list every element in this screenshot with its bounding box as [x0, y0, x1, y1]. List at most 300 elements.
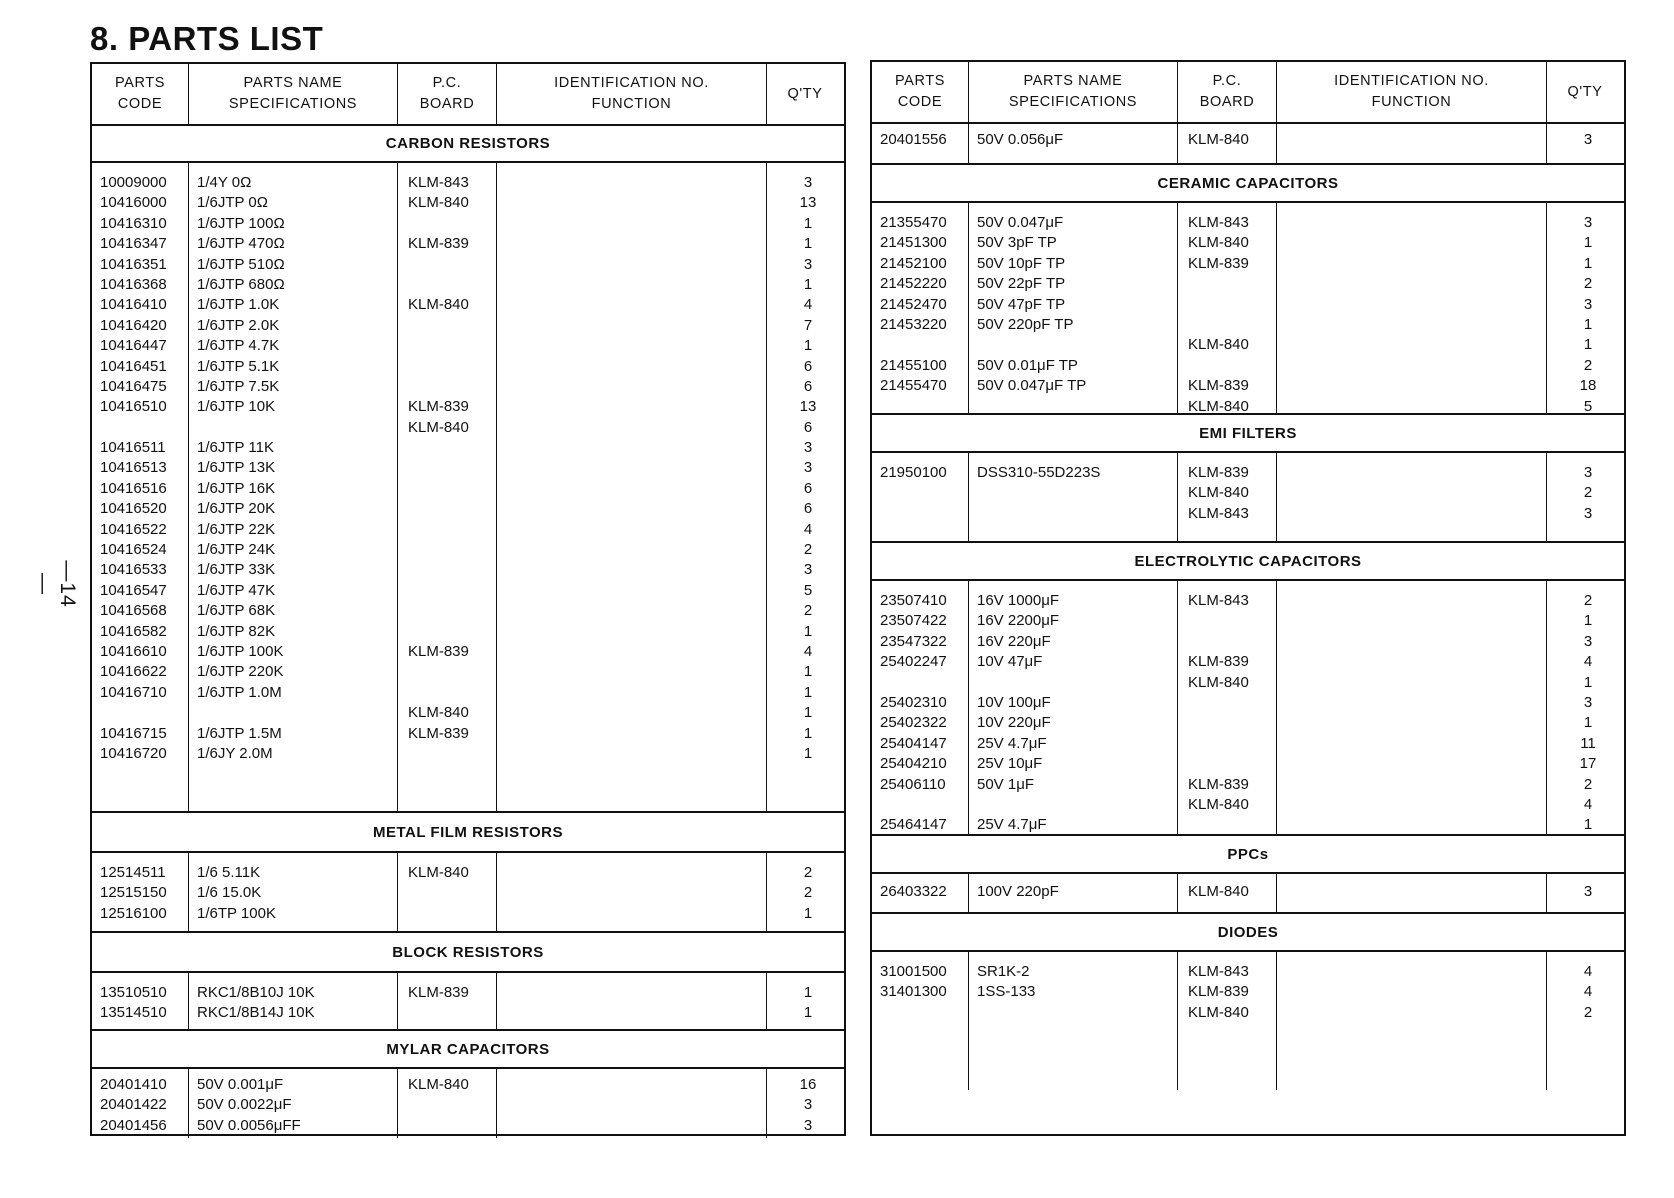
- cell-board: KLM-843: [1188, 592, 1249, 609]
- cell-qty: 1: [1583, 714, 1593, 732]
- cell-board: [398, 683, 496, 703]
- header-parts-name: [189, 64, 398, 124]
- cell-code: 25404147: [880, 734, 947, 752]
- column-code: [872, 581, 969, 834]
- cell-code: [872, 483, 968, 503]
- cell-name: DSS310-55D223S: [977, 464, 1101, 481]
- cell-qty: 1: [803, 337, 813, 355]
- column-code: [872, 952, 969, 1090]
- cell-board: [398, 560, 496, 580]
- cell-board: [1178, 632, 1276, 652]
- cell-board: [398, 744, 496, 764]
- cell-name: 1/6JTP 47K: [197, 581, 276, 599]
- cell-code: 10416310: [100, 214, 167, 232]
- header-label: CODE: [117, 96, 163, 112]
- cell-board: KLM-840: [408, 1076, 469, 1093]
- cell-code: 10416622: [100, 663, 167, 681]
- cell-qty: 3: [1583, 632, 1593, 650]
- cell-qty: 1: [803, 1004, 813, 1022]
- cell-board: [398, 255, 496, 275]
- column-board: [1178, 203, 1277, 413]
- column-name: [969, 874, 1178, 912]
- cell-code: 25404210: [880, 755, 947, 773]
- cell-board: KLM-843: [408, 174, 469, 191]
- cell-board: [398, 904, 496, 924]
- right-parts-table: [870, 60, 1626, 1136]
- cell-name: 1/6JTP 4.7K: [197, 337, 280, 355]
- cell-board: [398, 275, 496, 295]
- cell-board: [1178, 713, 1276, 733]
- header-label: FUNCTION: [591, 96, 672, 112]
- cell-board: KLM-843: [1188, 963, 1249, 980]
- cell-code: 12516100: [100, 904, 167, 922]
- cell-board: KLM-840: [1188, 336, 1249, 354]
- column-func: [497, 973, 767, 1029]
- cell-board: KLM-843: [1188, 504, 1249, 522]
- cell-name: 25V 4.7μF: [977, 734, 1047, 752]
- cell-name: 1/6JTP 22K: [197, 520, 276, 538]
- column-qty: [767, 1069, 843, 1138]
- cell-code: [872, 795, 968, 815]
- column-board: [1178, 952, 1277, 1090]
- section-body: [872, 581, 1624, 836]
- cell-name: 1/6 5.11K: [197, 864, 261, 881]
- column-code: [92, 163, 189, 811]
- cell-qty: 6: [803, 479, 813, 497]
- cell-code: 21455100: [880, 356, 947, 374]
- cell-qty: 2: [803, 602, 813, 620]
- column-board: [398, 1069, 497, 1138]
- cell-board: [398, 1095, 496, 1115]
- header-qty: [1547, 62, 1623, 122]
- section-body: [872, 453, 1624, 543]
- cell-board: KLM-840: [408, 194, 469, 212]
- cell-name: 1/6JTP 5.1K: [197, 357, 280, 375]
- cell-board: [398, 520, 496, 540]
- cell-code: 10416710: [100, 683, 167, 701]
- section-body: [872, 203, 1624, 415]
- cell-name: 1/6JTP 1.0M: [197, 683, 282, 701]
- column-name: [969, 581, 1178, 834]
- cell-qty: 1: [1583, 336, 1593, 354]
- header-parts-code: [92, 64, 189, 124]
- cell-qty: 1: [1583, 612, 1593, 630]
- cell-name: 50V 0.001μF: [197, 1076, 284, 1093]
- column-func: [1277, 952, 1547, 1090]
- cell-code: 10416516: [100, 479, 167, 497]
- cell-qty: 2: [1583, 592, 1593, 609]
- column-qty: [1547, 453, 1623, 541]
- cell-qty: 3: [1583, 464, 1593, 481]
- cell-board: [1178, 315, 1276, 335]
- cell-qty: 1: [803, 683, 813, 701]
- cell-name: 1/6 15.0K: [197, 884, 262, 902]
- cell-qty: 2: [803, 541, 813, 559]
- cell-name: 1/6JTP 470Ω: [197, 235, 285, 253]
- cell-board: [1178, 611, 1276, 631]
- column-board: [1178, 453, 1277, 541]
- cell-board: KLM-839: [1188, 254, 1249, 272]
- cell-qty: 17: [1579, 755, 1597, 773]
- cell-code: 13514510: [100, 1004, 167, 1022]
- cell-board: KLM-840: [1188, 131, 1249, 148]
- cell-code: 21452220: [880, 275, 947, 293]
- cell-board: KLM-839: [408, 724, 469, 742]
- cell-name: 1/6JTP 82K: [197, 622, 276, 640]
- cell-board: KLM-840: [408, 418, 469, 436]
- cell-qty: 2: [1583, 1003, 1593, 1021]
- cell-name: 50V 10pF TP: [977, 254, 1066, 272]
- cell-name: 25V 10μF: [977, 755, 1043, 773]
- cell-name: 1/6JTP 100K: [197, 642, 284, 660]
- column-name: [969, 952, 1178, 1090]
- cell-board: KLM-839: [1188, 377, 1249, 395]
- cell-code: 10416524: [100, 541, 167, 559]
- cell-code: 10009000: [100, 174, 167, 191]
- cell-qty: 1: [803, 622, 813, 640]
- column-func: [1277, 203, 1547, 413]
- cell-name: 50V 1μF: [977, 775, 1035, 793]
- section-body: [92, 163, 844, 813]
- cell-code: 10416447: [100, 337, 167, 355]
- cell-board: KLM-843: [1188, 214, 1249, 231]
- cell-board: KLM-840: [408, 704, 469, 722]
- cell-qty: 6: [803, 500, 813, 518]
- cell-name: [189, 418, 397, 438]
- cell-qty: 3: [1583, 131, 1593, 148]
- column-func: [497, 853, 767, 931]
- cell-code: 10416533: [100, 561, 167, 579]
- header-label: PARTS: [894, 73, 945, 89]
- column-qty: [1547, 874, 1623, 912]
- cell-board: [398, 1116, 496, 1136]
- column-func: [1277, 874, 1547, 912]
- cell-name: 50V 0.056μF: [977, 131, 1064, 148]
- cell-qty: 5: [803, 581, 813, 599]
- cell-name: RKC1/8B10J 10K: [197, 984, 315, 1001]
- cell-qty: 3: [1583, 693, 1593, 711]
- cell-code: [872, 504, 968, 524]
- cell-code: 31001500: [880, 963, 947, 980]
- section-body: [92, 1069, 844, 1138]
- cell-name: [969, 335, 1177, 355]
- section-body: [872, 952, 1624, 1090]
- cell-code: 20401556: [880, 131, 947, 148]
- cell-name: 16V 2200μF: [977, 612, 1060, 630]
- cell-code: [92, 418, 188, 438]
- cell-name: 50V 47pF TP: [977, 295, 1066, 313]
- cell-qty: 6: [803, 357, 813, 375]
- cell-code: 10416510: [100, 398, 167, 416]
- cell-board: [398, 438, 496, 458]
- cell-qty: 1: [1583, 315, 1593, 333]
- section-title: CARBON RESISTORS: [92, 126, 844, 163]
- left-parts-table: [90, 62, 846, 1136]
- section-body: [92, 973, 844, 1031]
- cell-board: [398, 540, 496, 560]
- cell-qty: 2: [1583, 275, 1593, 293]
- header-parts-code: [872, 62, 969, 122]
- cell-board: KLM-839: [1188, 653, 1249, 671]
- section-title: CERAMIC CAPACITORS: [872, 165, 1624, 203]
- cell-code: 10416451: [100, 357, 167, 375]
- cell-code: 12515150: [100, 884, 167, 902]
- header-label: FUNCTION: [1371, 94, 1452, 110]
- cell-board: [1178, 693, 1276, 713]
- cell-qty: 3: [803, 561, 813, 579]
- cell-name: 16V 1000μF: [977, 592, 1060, 609]
- column-name: [189, 973, 398, 1029]
- cell-name: 50V 22pF TP: [977, 275, 1066, 293]
- cell-board: [398, 336, 496, 356]
- header-label: BOARD: [1199, 94, 1255, 110]
- cell-qty: 4: [803, 642, 813, 660]
- cell-board: [1178, 754, 1276, 774]
- header-label: Q'TY: [1567, 83, 1603, 100]
- column-code: [872, 203, 969, 413]
- cell-board: [398, 581, 496, 601]
- cell-code: [872, 397, 968, 417]
- cell-name: 50V 220pF TP: [977, 315, 1074, 333]
- cell-qty: 1: [803, 214, 813, 232]
- cell-name: 1/6JTP 33K: [197, 561, 276, 579]
- cell-qty: 4: [803, 296, 813, 314]
- cell-name: 1/6JTP 0Ω: [197, 194, 268, 212]
- header-label: SPECIFICATIONS: [228, 96, 358, 112]
- cell-board: KLM-839: [408, 984, 469, 1001]
- cell-name: 1/6JTP 16K: [197, 479, 276, 497]
- cell-qty: 3: [1583, 295, 1593, 313]
- cell-code: 10416520: [100, 500, 167, 518]
- cell-qty: 6: [803, 418, 813, 436]
- section-body: [92, 853, 844, 933]
- column-code: [92, 853, 189, 931]
- cell-name: RKC1/8B14J 10K: [197, 1004, 315, 1022]
- cell-board: [1178, 815, 1276, 835]
- header-pc-board: [1178, 62, 1277, 122]
- cell-name: 1/6JTP 1.0K: [197, 296, 280, 314]
- cell-board: KLM-839: [1188, 775, 1249, 793]
- cell-qty: 1: [803, 275, 813, 293]
- cell-qty: 1: [803, 724, 813, 742]
- cell-name: SR1K-2: [977, 963, 1030, 980]
- cell-code: 10416547: [100, 581, 167, 599]
- section-body: [872, 874, 1624, 914]
- column-code: [92, 973, 189, 1029]
- cell-code: 20401456: [100, 1116, 167, 1134]
- section-title: METAL FILM RESISTORS: [92, 813, 844, 853]
- cell-board: [1178, 734, 1276, 754]
- cell-qty: 3: [803, 174, 813, 191]
- cell-name: 50V 0.01μF TP: [977, 356, 1078, 374]
- cell-board: [398, 601, 496, 621]
- cell-code: [872, 1003, 968, 1023]
- cell-qty: 3: [803, 439, 813, 457]
- column-qty: [1547, 124, 1623, 163]
- header-label: PARTS: [114, 75, 165, 91]
- cell-name: 1/6JTP 510Ω: [197, 255, 285, 273]
- cell-name: 50V 0.047μF TP: [977, 377, 1087, 395]
- cell-name: 1/6JTP 1.5M: [197, 724, 282, 742]
- cell-name: 1/6JTP 68K: [197, 602, 276, 620]
- header-pc-board: [398, 64, 497, 124]
- cell-name: 10V 47μF: [977, 653, 1043, 671]
- cell-name: 100V 220pF: [977, 883, 1059, 900]
- cell-qty: 1: [803, 663, 813, 681]
- column-code: [92, 1069, 189, 1138]
- header-identification: [497, 64, 767, 124]
- cell-code: 10416568: [100, 602, 167, 620]
- column-board: [1178, 874, 1277, 912]
- column-qty: [767, 973, 843, 1029]
- cell-code: 21452470: [880, 295, 947, 313]
- cell-board: KLM-840: [1188, 397, 1249, 415]
- header-label: IDENTIFICATION NO.: [1334, 73, 1489, 89]
- column-func: [1277, 453, 1547, 541]
- cell-name: 1/6JTP 680Ω: [197, 275, 285, 293]
- cell-name: 1/6JTP 100Ω: [197, 214, 285, 232]
- cell-code: 10416720: [100, 744, 167, 762]
- header-parts-name: [969, 62, 1178, 122]
- cell-code: 25464147: [880, 816, 947, 834]
- cell-name: 1SS-133: [977, 983, 1036, 1001]
- cell-code: 21455470: [880, 377, 947, 395]
- cell-name: [969, 673, 1177, 693]
- column-code: [872, 874, 969, 912]
- header-label: CODE: [897, 94, 943, 110]
- cell-qty: 2: [1583, 484, 1593, 502]
- column-name: [189, 1069, 398, 1138]
- cell-name: 1/6JTP 10K: [197, 398, 276, 416]
- cell-qty: 3: [803, 1096, 813, 1114]
- cell-code: 20401422: [100, 1096, 167, 1114]
- cell-board: KLM-840: [1188, 795, 1249, 813]
- cell-board: [398, 499, 496, 519]
- column-board: [1178, 581, 1277, 834]
- cell-board: [1178, 295, 1276, 315]
- cell-qty: 3: [803, 1116, 813, 1134]
- column-func: [1277, 581, 1547, 834]
- cell-code: 10416410: [100, 296, 167, 314]
- section-title: PPCs: [872, 836, 1624, 874]
- cell-name: 1/6TP 100K: [197, 904, 276, 922]
- section-title: DIODES: [872, 914, 1624, 952]
- column-board: [398, 163, 497, 811]
- cell-code: 10416347: [100, 235, 167, 253]
- cell-name: 1/6JTP 7.5K: [197, 377, 280, 395]
- cell-qty: 1: [803, 984, 813, 1001]
- cell-name: [969, 504, 1177, 524]
- cell-board: [398, 357, 496, 377]
- column-qty: [1547, 952, 1623, 1090]
- cell-code: 21950100: [880, 464, 947, 481]
- cell-code: 10416522: [100, 520, 167, 538]
- cell-code: 21451300: [880, 234, 947, 252]
- cell-name: 10V 220μF: [977, 714, 1051, 732]
- cell-code: 10416513: [100, 459, 167, 477]
- cell-name: 10V 100μF: [977, 693, 1051, 711]
- cell-qty: 3: [803, 255, 813, 273]
- cell-qty: 4: [1583, 983, 1593, 1001]
- cell-board: [398, 377, 496, 397]
- cell-code: 21452100: [880, 254, 947, 272]
- cell-board: KLM-840: [408, 864, 469, 881]
- column-func: [497, 1069, 767, 1138]
- cell-qty: 2: [1583, 775, 1593, 793]
- cell-qty: 1: [803, 904, 813, 922]
- cell-code: 21453220: [880, 315, 947, 333]
- cell-board: [398, 479, 496, 499]
- cell-board: [398, 316, 496, 336]
- cell-qty: 11: [1580, 734, 1596, 752]
- cell-board: KLM-840: [1188, 883, 1249, 900]
- column-name: [969, 203, 1178, 413]
- cell-qty: 13: [799, 398, 817, 416]
- cell-board: [398, 214, 496, 234]
- header-label: P.C.: [1212, 73, 1242, 89]
- column-board: [398, 973, 497, 1029]
- cell-qty: 4: [803, 520, 813, 538]
- cell-board: [1178, 274, 1276, 294]
- cell-board: KLM-839: [408, 235, 469, 253]
- section-title: BLOCK RESISTORS: [92, 933, 844, 973]
- column-code: [872, 124, 969, 163]
- section-body: [872, 124, 1624, 165]
- section-title: EMI FILTERS: [872, 415, 1624, 453]
- header-label: IDENTIFICATION NO.: [554, 75, 709, 91]
- cell-qty: 5: [1583, 397, 1593, 415]
- cell-name: 1/6JY 2.0M: [197, 744, 273, 762]
- cell-name: 1/6JTP 24K: [197, 541, 276, 559]
- cell-code: 10416000: [100, 194, 167, 212]
- section-title: MYLAR CAPACITORS: [92, 1031, 844, 1069]
- cell-name: 1/6JTP 220K: [197, 663, 284, 681]
- cell-code: 25402310: [880, 693, 947, 711]
- cell-board: KLM-839: [408, 398, 469, 416]
- cell-qty: 3: [1583, 214, 1593, 231]
- cell-qty: 6: [803, 377, 813, 395]
- cell-qty: 4: [1583, 653, 1593, 671]
- cell-board: KLM-840: [1188, 673, 1249, 691]
- cell-code: 10416511: [100, 439, 166, 457]
- cell-board: KLM-839: [1188, 464, 1249, 481]
- cell-qty: 3: [1583, 883, 1593, 900]
- cell-name: [969, 1003, 1177, 1023]
- header-label: PARTS NAME: [243, 75, 343, 91]
- cell-board: KLM-840: [1188, 234, 1249, 252]
- cell-qty: 2: [1583, 356, 1593, 374]
- cell-name: [969, 795, 1177, 815]
- cell-qty: 1: [1583, 234, 1593, 252]
- cell-name: 16V 220μF: [977, 632, 1051, 650]
- table-header: [872, 62, 1624, 124]
- cell-qty: 1: [803, 235, 813, 253]
- cell-code: 23547322: [880, 632, 947, 650]
- cell-name: 1/6JTP 2.0K: [197, 316, 280, 334]
- cell-name: 50V 0.047μF: [977, 214, 1064, 231]
- cell-qty: 4: [1583, 795, 1593, 813]
- cell-name: 50V 0.0022μF: [197, 1096, 292, 1114]
- cell-qty: 13: [799, 194, 817, 212]
- page-title: 8. PARTS LIST: [90, 20, 324, 57]
- cell-code: 10416610: [100, 642, 167, 660]
- column-func: [1277, 124, 1547, 163]
- cell-name: 25V 4.7μF: [977, 816, 1047, 834]
- cell-code: 10416351: [100, 255, 167, 273]
- section-title: ELECTROLYTIC CAPACITORS: [872, 543, 1624, 581]
- cell-board: KLM-839: [408, 642, 469, 660]
- cell-board: [398, 458, 496, 478]
